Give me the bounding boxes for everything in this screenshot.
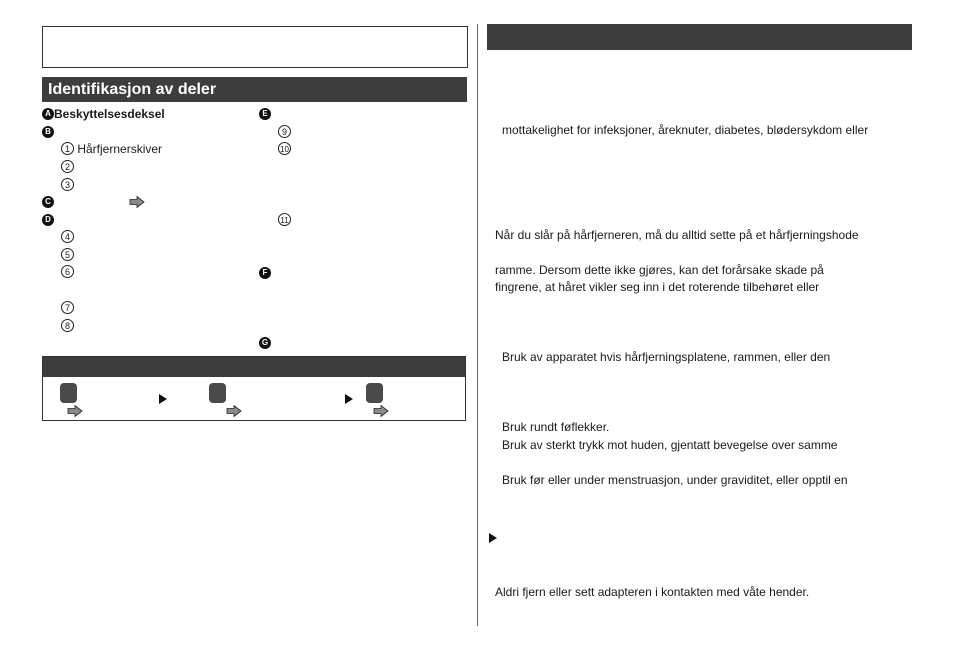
section-title: Identifikasjon av deler [48,81,217,98]
num-9: 9 [278,125,291,138]
num-6: 6 [61,265,74,278]
column-divider [477,24,478,626]
play-triangle-icon [159,394,167,404]
num-4: 4 [61,230,74,243]
part-e9 [278,124,291,138]
num-2: 2 [61,160,74,173]
part-d4 [61,229,74,243]
badge-g: G [259,337,271,349]
part-b [42,124,54,138]
part-b3 [61,177,74,191]
top-info-box [42,26,468,68]
part-c [42,194,54,208]
part-e [259,106,271,120]
step-block-1 [60,383,77,403]
step-block-2 [209,383,226,403]
badge-c: C [42,196,54,208]
num-7: 7 [61,301,74,314]
part-a-label: Beskyttelsesdeksel [54,106,165,121]
badge-d: D [42,214,54,226]
num-10: 10 [278,142,291,155]
step-block-3 [366,383,383,403]
num-8: 8 [61,319,74,332]
arrow-right-icon [226,405,242,417]
part-f [259,265,271,279]
part-b2 [61,159,74,173]
text-line-7: Aldri fjern eller sett adapteren i kontakten med våte hender. [495,585,810,599]
part-a [42,106,165,121]
arrow-right-icon [67,405,83,417]
part-d7 [61,300,74,314]
arrow-right-icon [129,196,145,208]
play-triangle-icon [345,394,353,404]
text-line-6: Bruk før eller under menstruasjon, under graviditet, eller opptil en [502,473,848,487]
steps-box [42,356,466,421]
part-e10 [278,141,291,155]
text-line-5a: Bruk rundt føflekker. [502,420,610,434]
text-line-5b: Bruk av sterkt trykk mot huden, gjentatt bevegelse over samme [502,438,838,452]
arrow-right-icon [373,405,389,417]
part-d6 [61,264,74,278]
num-3: 3 [61,178,74,191]
steps-header-bar [43,357,465,377]
part-g [259,335,271,349]
part-d5 [61,247,74,261]
badge-e: E [259,108,271,120]
text-line-3a: ramme. Dersom dette ikke gjøres, kan det forårsake skade på [495,263,824,277]
text-line-2: Når du slår på hårfjerneren, må du alltid sette på et hårfjerningshode [495,228,859,242]
part-d8 [61,318,74,332]
num-1: 1 [61,142,74,155]
part-d11 [278,212,291,226]
part-b1 [61,141,162,156]
badge-f: F [259,267,271,279]
badge-a: A [42,108,54,120]
num-5: 5 [61,248,74,261]
text-line-4: Bruk av apparatet hvis hårfjerningsplatene, rammen, eller den [502,350,831,364]
right-header-bar [487,24,912,50]
part-b1-label: Hårfjernerskiver [77,141,163,156]
num-11: 11 [278,213,291,226]
section-header [42,77,467,102]
text-line-3b: fingrene, at håret vikler seg inn i det roterende tilbehøret eller [495,280,820,294]
badge-b: B [42,126,54,138]
part-d [42,212,54,226]
text-line-1: mottakelighet for infeksjoner, åreknuter, diabetes, blødersykdom eller [502,123,869,137]
play-triangle-icon [489,533,497,543]
